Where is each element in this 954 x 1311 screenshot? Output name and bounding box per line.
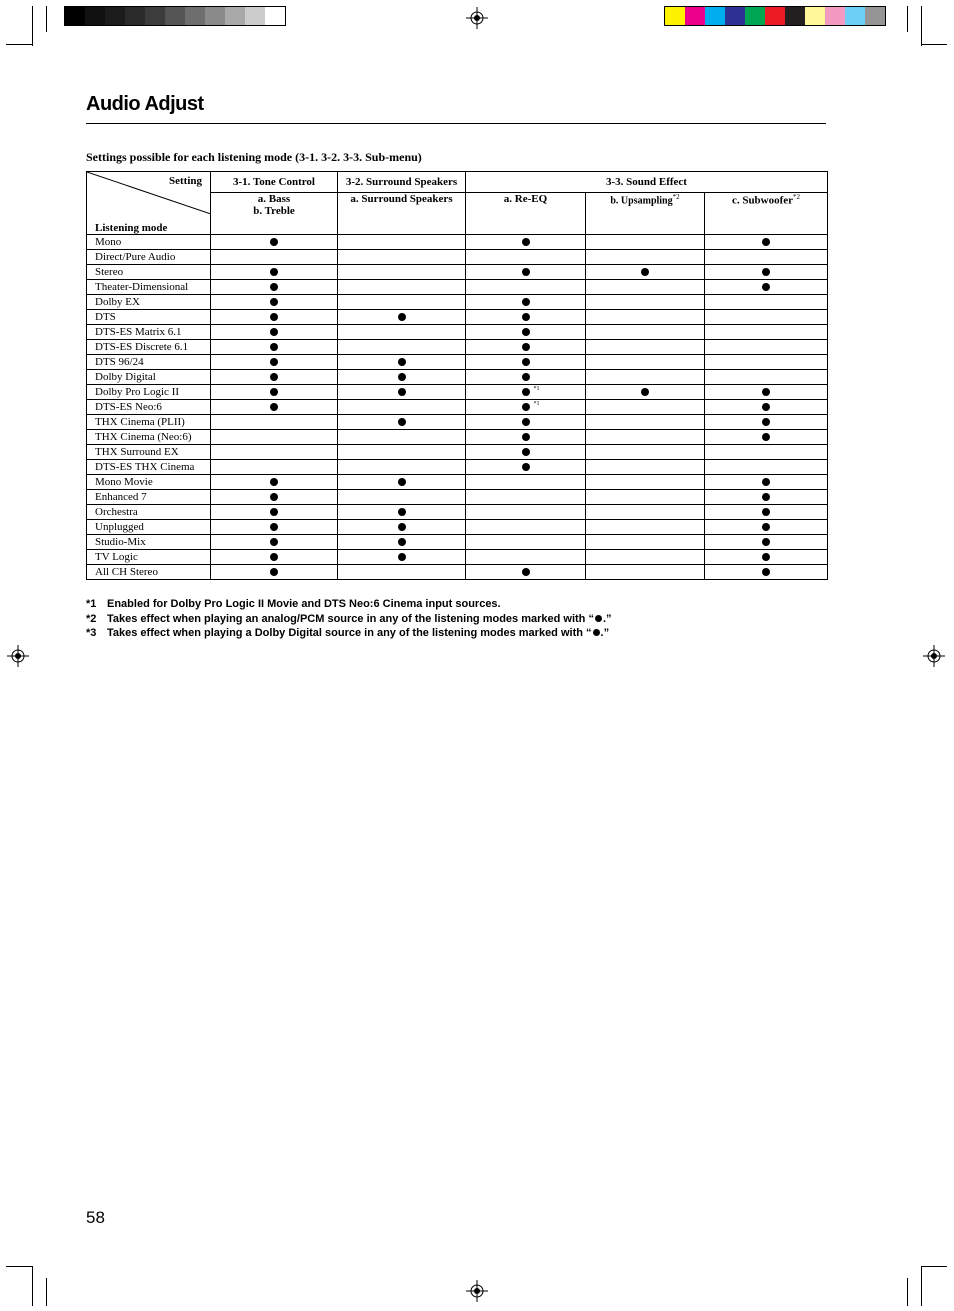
table-row bbox=[87, 520, 828, 535]
bullet-icon bbox=[270, 238, 278, 246]
table-row bbox=[87, 490, 828, 505]
footnote-ref: *2 bbox=[793, 193, 801, 201]
table-row bbox=[87, 400, 828, 415]
bullet-icon bbox=[762, 283, 770, 291]
table-row bbox=[87, 280, 828, 295]
cell-tone bbox=[211, 355, 338, 370]
bullet-icon bbox=[762, 433, 770, 441]
grayscale-calibration-bar bbox=[64, 6, 286, 26]
bullet-icon bbox=[522, 463, 530, 471]
subheader-treble: b. Treble bbox=[253, 205, 295, 217]
bullet-icon bbox=[762, 268, 770, 276]
listening-mode-cell: DTS-ES Discrete 6.1 bbox=[87, 340, 211, 355]
cell-sub bbox=[705, 355, 828, 370]
cell-sub bbox=[705, 505, 828, 520]
gray-swatch bbox=[265, 7, 285, 25]
cell-tone bbox=[211, 265, 338, 280]
listening-mode-cell: DTS 96/24 bbox=[87, 355, 211, 370]
cell-ups bbox=[586, 565, 705, 580]
color-swatch bbox=[705, 7, 725, 25]
table-row bbox=[87, 430, 828, 445]
table-row bbox=[87, 235, 828, 250]
listening-mode-cell: Mono bbox=[87, 235, 211, 250]
bullet-icon bbox=[270, 493, 278, 501]
cell-tone bbox=[211, 295, 338, 310]
title-divider bbox=[86, 123, 826, 124]
table-row bbox=[87, 550, 828, 565]
cell-tone bbox=[211, 505, 338, 520]
cell-sub bbox=[705, 460, 828, 475]
footnote-ref: *2 bbox=[672, 193, 680, 201]
cell-ups bbox=[586, 295, 705, 310]
bullet-icon bbox=[522, 358, 530, 366]
cell-surround bbox=[338, 355, 466, 370]
cell-tone bbox=[211, 535, 338, 550]
gray-swatch bbox=[125, 7, 145, 25]
cell-surround bbox=[338, 415, 466, 430]
listening-mode-cell: THX Surround EX bbox=[87, 445, 211, 460]
bullet-icon bbox=[522, 403, 530, 411]
cell-ups bbox=[586, 280, 705, 295]
cell-sub bbox=[705, 295, 828, 310]
cell-sub bbox=[705, 370, 828, 385]
bullet-icon bbox=[398, 418, 406, 426]
footnote-1 bbox=[86, 597, 612, 612]
footnote-3 bbox=[86, 626, 612, 641]
cell-reeq bbox=[466, 280, 586, 295]
bullet-icon bbox=[762, 403, 770, 411]
cell-surround bbox=[338, 280, 466, 295]
bullet-icon bbox=[762, 388, 770, 396]
listening-mode-cell: Dolby Digital bbox=[87, 370, 211, 385]
table-row bbox=[87, 475, 828, 490]
bullet-icon bbox=[270, 373, 278, 381]
table-row bbox=[87, 415, 828, 430]
cell-reeq bbox=[466, 415, 586, 430]
bullet-icon bbox=[522, 268, 530, 276]
gray-swatch bbox=[105, 7, 125, 25]
bullet-icon bbox=[398, 373, 406, 381]
cell-surround bbox=[338, 460, 466, 475]
cell-surround bbox=[338, 550, 466, 565]
bullet-icon bbox=[522, 343, 530, 351]
listening-mode-cell: All CH Stereo bbox=[87, 565, 211, 580]
cell-surround bbox=[338, 325, 466, 340]
bullet-icon bbox=[398, 478, 406, 486]
cell-surround bbox=[338, 370, 466, 385]
bullet-icon bbox=[522, 313, 530, 321]
gray-swatch bbox=[185, 7, 205, 25]
footnote-text: Takes effect when playing an analog/PCM source in any of the listening modes marked with “ bbox=[107, 612, 594, 625]
table-row bbox=[87, 250, 828, 265]
listening-mode-cell: DTS-ES Matrix 6.1 bbox=[87, 325, 211, 340]
footnotes bbox=[86, 597, 612, 641]
cell-reeq bbox=[466, 505, 586, 520]
listening-mode-cell: Orchestra bbox=[87, 505, 211, 520]
listening-mode-cell: Theater-Dimensional bbox=[87, 280, 211, 295]
cell-sub bbox=[705, 550, 828, 565]
listening-mode-cell: DTS bbox=[87, 310, 211, 325]
gray-swatch bbox=[65, 7, 85, 25]
color-swatch bbox=[805, 7, 825, 25]
cell-surround bbox=[338, 565, 466, 580]
cell-sub bbox=[705, 520, 828, 535]
cell-reeq bbox=[466, 490, 586, 505]
cell-surround bbox=[338, 430, 466, 445]
color-swatch bbox=[785, 7, 805, 25]
cell-tone bbox=[211, 400, 338, 415]
group-header-tone-control: 3-1. Tone Control bbox=[211, 172, 338, 193]
subheader-re-eq: a. Re-EQ bbox=[466, 193, 586, 235]
color-swatch bbox=[765, 7, 785, 25]
subheader-surround-speakers: a. Surround Speakers bbox=[338, 193, 466, 235]
cell-ups bbox=[586, 490, 705, 505]
footnote-ref: *1 bbox=[533, 386, 540, 392]
table-row bbox=[87, 385, 828, 400]
cell-reeq bbox=[466, 325, 586, 340]
bullet-icon bbox=[270, 523, 278, 531]
cell-tone bbox=[211, 415, 338, 430]
bullet-icon bbox=[270, 538, 278, 546]
listening-mode-cell: DTS-ES THX Cinema bbox=[87, 460, 211, 475]
table-row bbox=[87, 505, 828, 520]
cell-reeq bbox=[466, 310, 586, 325]
bullet-icon bbox=[398, 508, 406, 516]
bullet-icon bbox=[762, 493, 770, 501]
cell-ups bbox=[586, 265, 705, 280]
bullet-icon bbox=[398, 358, 406, 366]
color-swatch bbox=[845, 7, 865, 25]
cell-reeq bbox=[466, 445, 586, 460]
bullet-icon bbox=[762, 568, 770, 576]
cell-ups bbox=[586, 520, 705, 535]
listening-mode-cell: TV Logic bbox=[87, 550, 211, 565]
registration-mark-icon bbox=[466, 7, 488, 29]
cell-sub bbox=[705, 400, 828, 415]
footnote-suffix: .” bbox=[602, 612, 612, 625]
cell-tone bbox=[211, 550, 338, 565]
bullet-icon bbox=[270, 298, 278, 306]
table-row bbox=[87, 565, 828, 580]
cell-sub bbox=[705, 490, 828, 505]
cell-ups bbox=[586, 475, 705, 490]
cell-reeq bbox=[466, 565, 586, 580]
table-corner-header bbox=[87, 172, 211, 235]
listening-mode-cell: DTS-ES Neo:6 bbox=[87, 400, 211, 415]
bullet-icon bbox=[522, 448, 530, 456]
bullet-icon bbox=[270, 478, 278, 486]
color-swatch bbox=[685, 7, 705, 25]
listening-mode-cell: THX Cinema (Neo:6) bbox=[87, 430, 211, 445]
cell-ups bbox=[586, 325, 705, 340]
cell-ups bbox=[586, 460, 705, 475]
cell-sub bbox=[705, 265, 828, 280]
cell-surround bbox=[338, 490, 466, 505]
cell-ups bbox=[586, 415, 705, 430]
gray-swatch bbox=[205, 7, 225, 25]
cell-ups bbox=[586, 250, 705, 265]
listening-mode-settings-table bbox=[86, 171, 828, 580]
cell-reeq bbox=[466, 430, 586, 445]
bullet-icon bbox=[522, 298, 530, 306]
bullet-icon bbox=[762, 523, 770, 531]
cell-sub bbox=[705, 340, 828, 355]
cell-sub bbox=[705, 235, 828, 250]
cell-reeq bbox=[466, 400, 586, 415]
cell-ups bbox=[586, 505, 705, 520]
listening-mode-cell: Dolby EX bbox=[87, 295, 211, 310]
cell-tone bbox=[211, 520, 338, 535]
footnote-mark: *3 bbox=[86, 627, 97, 639]
cell-ups bbox=[586, 235, 705, 250]
cell-tone bbox=[211, 460, 338, 475]
listening-mode-cell: Unplugged bbox=[87, 520, 211, 535]
cell-sub bbox=[705, 445, 828, 460]
gray-swatch bbox=[85, 7, 105, 25]
cell-surround bbox=[338, 340, 466, 355]
bullet-icon bbox=[762, 553, 770, 561]
subheader-subwoofer-label: c. Subwoofer bbox=[731, 194, 794, 207]
bullet-icon bbox=[270, 283, 278, 291]
cell-ups bbox=[586, 370, 705, 385]
registration-mark-icon bbox=[466, 1280, 488, 1302]
color-swatch bbox=[745, 7, 765, 25]
bullet-icon bbox=[762, 418, 770, 426]
gray-swatch bbox=[145, 7, 165, 25]
cell-ups bbox=[586, 550, 705, 565]
cell-reeq bbox=[466, 250, 586, 265]
subheader-upsampling-label: b. Upsampling bbox=[610, 195, 673, 207]
cell-reeq bbox=[466, 235, 586, 250]
cell-reeq bbox=[466, 340, 586, 355]
color-swatch bbox=[665, 7, 685, 25]
cell-reeq bbox=[466, 520, 586, 535]
cell-tone bbox=[211, 370, 338, 385]
gray-swatch bbox=[165, 7, 185, 25]
cell-surround bbox=[338, 295, 466, 310]
group-header-sound-effect: 3-3. Sound Effect bbox=[466, 172, 828, 193]
cell-reeq bbox=[466, 460, 586, 475]
listening-mode-cell: Studio-Mix bbox=[87, 535, 211, 550]
bullet-icon bbox=[270, 313, 278, 321]
table-row bbox=[87, 535, 828, 550]
cell-reeq bbox=[466, 370, 586, 385]
cell-surround bbox=[338, 385, 466, 400]
cell-tone bbox=[211, 310, 338, 325]
bullet-icon bbox=[522, 433, 530, 441]
gray-swatch bbox=[245, 7, 265, 25]
bullet-icon bbox=[270, 388, 278, 396]
cell-tone bbox=[211, 430, 338, 445]
subheader-bass: a. Bass bbox=[257, 193, 291, 205]
bullet-icon bbox=[762, 238, 770, 246]
bullet-icon bbox=[522, 388, 530, 396]
listening-mode-cell: Enhanced 7 bbox=[87, 490, 211, 505]
table-caption: Settings possible for each listening mode (3-1. 3-2. 3-3. Sub-menu) bbox=[86, 150, 422, 164]
listening-mode-cell: THX Cinema (PLII) bbox=[87, 415, 211, 430]
bullet-icon bbox=[398, 553, 406, 561]
bullet-icon bbox=[270, 568, 278, 576]
bullet-icon bbox=[522, 568, 530, 576]
bullet-icon bbox=[398, 538, 406, 546]
cell-reeq bbox=[466, 535, 586, 550]
cell-ups bbox=[586, 385, 705, 400]
table-body bbox=[87, 235, 828, 580]
bullet-icon bbox=[522, 418, 530, 426]
cell-tone bbox=[211, 325, 338, 340]
bullet-icon bbox=[762, 478, 770, 486]
footnote-mark: *1 bbox=[86, 598, 97, 610]
cell-surround bbox=[338, 265, 466, 280]
cell-reeq bbox=[466, 550, 586, 565]
bullet-icon bbox=[522, 373, 530, 381]
cell-tone bbox=[211, 490, 338, 505]
cell-surround bbox=[338, 400, 466, 415]
group-header-surround-speakers: 3-2. Surround Speakers bbox=[338, 172, 466, 193]
cell-reeq bbox=[466, 295, 586, 310]
cell-reeq bbox=[466, 475, 586, 490]
bullet-icon bbox=[270, 343, 278, 351]
cell-reeq bbox=[466, 385, 586, 400]
footnote-2 bbox=[86, 612, 612, 627]
cell-sub bbox=[705, 385, 828, 400]
cell-tone bbox=[211, 475, 338, 490]
bullet-icon bbox=[762, 538, 770, 546]
bullet-icon bbox=[270, 553, 278, 561]
bullet-icon bbox=[398, 313, 406, 321]
cell-sub bbox=[705, 310, 828, 325]
footnote-mark: *2 bbox=[86, 612, 97, 625]
footnote-text: Takes effect when playing a Dolby Digital source in any of the listening modes marked with “ bbox=[107, 627, 592, 639]
cell-ups bbox=[586, 400, 705, 415]
color-swatch bbox=[725, 7, 745, 25]
cell-sub bbox=[705, 280, 828, 295]
color-swatch bbox=[825, 7, 845, 25]
registration-mark-icon bbox=[923, 645, 945, 667]
cell-sub bbox=[705, 250, 828, 265]
page-title: Audio Adjust bbox=[86, 93, 204, 115]
table-row bbox=[87, 265, 828, 280]
cell-tone bbox=[211, 445, 338, 460]
bullet-icon bbox=[398, 523, 406, 531]
cell-ups bbox=[586, 430, 705, 445]
listening-mode-cell: Stereo bbox=[87, 265, 211, 280]
bullet-icon bbox=[522, 328, 530, 336]
cell-surround bbox=[338, 505, 466, 520]
cell-ups bbox=[586, 535, 705, 550]
registration-mark-icon bbox=[7, 645, 29, 667]
gray-swatch bbox=[225, 7, 245, 25]
cell-tone bbox=[211, 340, 338, 355]
cell-ups bbox=[586, 445, 705, 460]
corner-listening-mode-label: Listening mode bbox=[95, 222, 168, 234]
cell-reeq bbox=[466, 265, 586, 280]
cell-surround bbox=[338, 475, 466, 490]
table-row bbox=[87, 445, 828, 460]
bullet-icon bbox=[641, 388, 649, 396]
cell-surround bbox=[338, 235, 466, 250]
bullet-icon bbox=[270, 358, 278, 366]
subheader-upsampling bbox=[586, 193, 705, 235]
cell-ups bbox=[586, 355, 705, 370]
bullet-icon bbox=[762, 508, 770, 516]
subheader-bass-treble bbox=[211, 193, 338, 235]
bullet-icon bbox=[522, 238, 530, 246]
cell-sub bbox=[705, 415, 828, 430]
listening-mode-cell: Mono Movie bbox=[87, 475, 211, 490]
bullet-icon bbox=[270, 508, 278, 516]
cell-surround bbox=[338, 310, 466, 325]
cell-surround bbox=[338, 250, 466, 265]
bullet-icon bbox=[595, 615, 602, 622]
bullet-icon bbox=[270, 268, 278, 276]
table-row bbox=[87, 460, 828, 475]
subheader-subwoofer bbox=[705, 193, 828, 235]
table-row bbox=[87, 295, 828, 310]
corner-setting-label: Setting bbox=[169, 175, 202, 187]
footnote-text: Enabled for Dolby Pro Logic II Movie and DTS Neo:6 Cinema input sources. bbox=[107, 598, 501, 610]
cell-sub bbox=[705, 535, 828, 550]
cell-ups bbox=[586, 310, 705, 325]
table-row bbox=[87, 340, 828, 355]
table-row bbox=[87, 370, 828, 385]
cell-tone bbox=[211, 280, 338, 295]
footnote-ref: *1 bbox=[533, 401, 540, 407]
cell-surround bbox=[338, 445, 466, 460]
cell-surround bbox=[338, 535, 466, 550]
bullet-icon bbox=[593, 629, 600, 636]
color-swatch bbox=[865, 7, 885, 25]
cell-sub bbox=[705, 430, 828, 445]
bullet-icon bbox=[641, 268, 649, 276]
cell-tone bbox=[211, 235, 338, 250]
cell-reeq bbox=[466, 355, 586, 370]
cell-tone bbox=[211, 565, 338, 580]
cell-sub bbox=[705, 565, 828, 580]
bullet-icon bbox=[270, 328, 278, 336]
table-row bbox=[87, 355, 828, 370]
cell-tone bbox=[211, 250, 338, 265]
listening-mode-cell: Dolby Pro Logic II bbox=[87, 385, 211, 400]
color-calibration-bar bbox=[664, 6, 886, 26]
cell-tone bbox=[211, 385, 338, 400]
cell-sub bbox=[705, 325, 828, 340]
table-row bbox=[87, 310, 828, 325]
cell-sub bbox=[705, 475, 828, 490]
cell-ups bbox=[586, 340, 705, 355]
footnote-suffix: .” bbox=[600, 627, 610, 639]
page-number: 58 bbox=[86, 1208, 105, 1227]
listening-mode-cell: Direct/Pure Audio bbox=[87, 250, 211, 265]
bullet-icon bbox=[270, 403, 278, 411]
cell-surround bbox=[338, 520, 466, 535]
bullet-icon bbox=[398, 388, 406, 396]
table-row bbox=[87, 325, 828, 340]
